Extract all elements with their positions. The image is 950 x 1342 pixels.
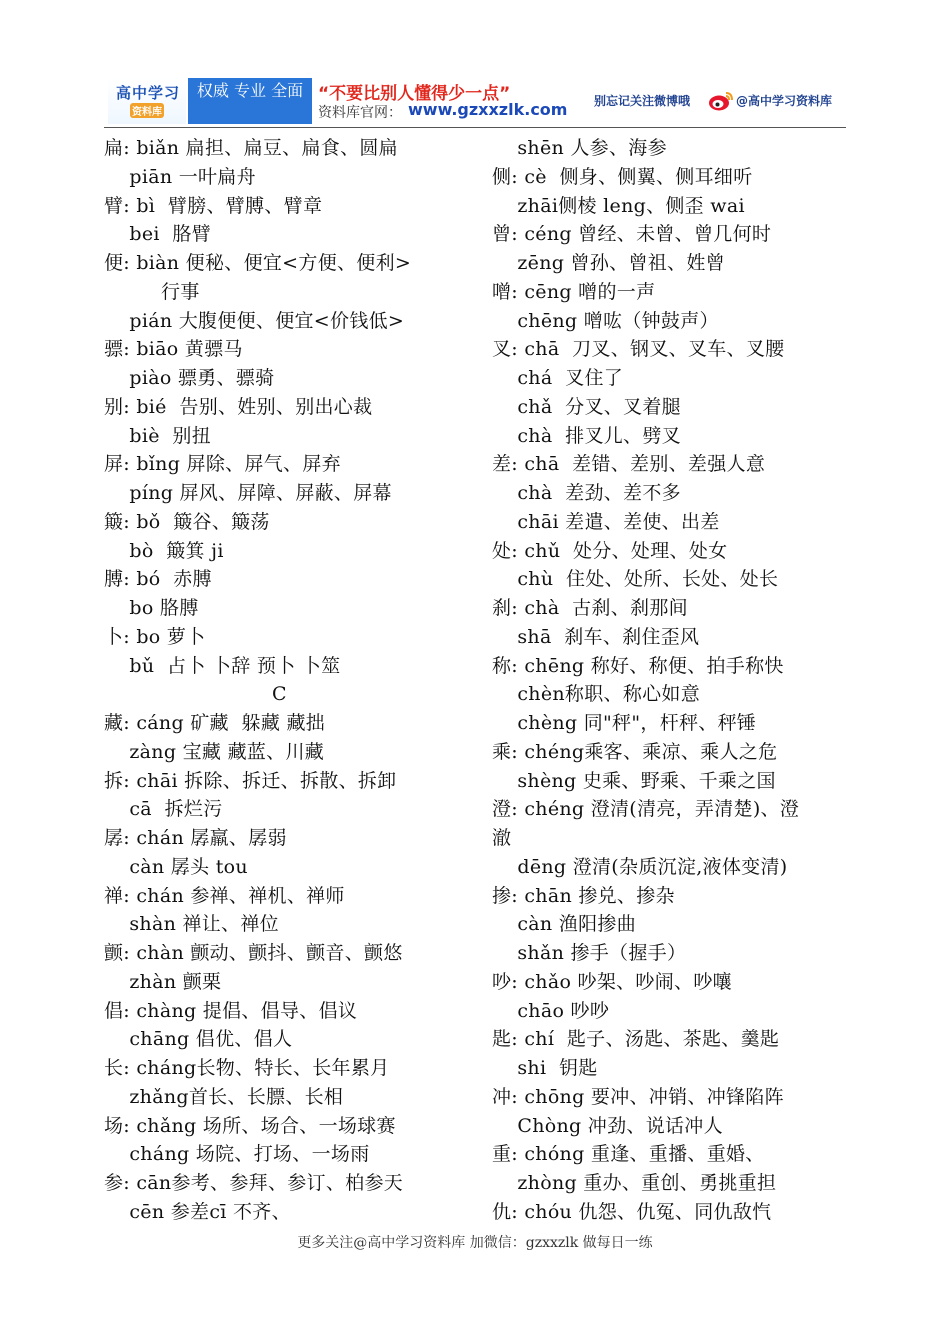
entry-line: 仇: chóu 仇怨、仇冤、同仇敌忾: [492, 1200, 772, 1223]
entry-line: 长: cháng长物、特长、长年累月: [104, 1057, 390, 1079]
entry-line: bǔ 占卜 卜辞 预卜 卜筮: [104, 654, 341, 677]
entry-line: 称: chēng 称好、称便、拍手称快: [492, 654, 784, 677]
entry-line: 匙: chí 匙子、汤匙、茶匙、羹匙: [492, 1028, 780, 1051]
entry-line: 吵: chǎo 吵架、吵闹、吵嚷: [492, 970, 732, 993]
entry-line: 禅: chán 参禅、禅机、禅师: [104, 884, 345, 907]
entry-line: 掺: chān 掺兑、掺杂: [492, 884, 675, 907]
entry-line: 孱: chán 孱羸、孱弱: [104, 827, 287, 849]
entry-line: 参: cān参考、参拜、参订、柏参天: [104, 1172, 404, 1194]
entry-line: zhàn 颤栗: [104, 970, 222, 993]
entry-line: shā 刹车、刹住歪风: [492, 625, 700, 648]
entry-line: bo 胳膊: [104, 597, 199, 619]
entry-line: 颤: chàn 颤动、颤抖、颤音、颤悠: [104, 942, 403, 964]
entry-line: 骠: biāo 黄骠马: [104, 338, 243, 361]
entry-line: chá 叉住了: [492, 367, 624, 389]
entry-line: càn 孱头 tou: [104, 855, 248, 878]
entry-line: 噌: cēng 噌的一声: [492, 280, 656, 303]
entry-line: cháng 场院、打场、一场雨: [104, 1143, 370, 1166]
entry-line: chèng 同"秤"，杆秤、秤锤: [492, 712, 757, 734]
entry-line: 藏: cáng 矿藏 躲藏 藏拙: [104, 712, 326, 734]
entry-line: 曾: céng 曾经、未曾、曾几何时: [492, 223, 772, 246]
entry-line: 拆: chāi 拆除、拆迁、拆散、拆卸: [104, 769, 397, 792]
entry-line: bò 簸箕 ji: [104, 539, 224, 562]
entry-line: 侧: cè 侧身、侧翼、侧耳细听: [492, 165, 753, 188]
quote: “不要比别人懂得少一点”: [318, 84, 511, 104]
entry-line: cēn 参差cī 不齐、: [104, 1200, 291, 1223]
entry-line: 场: chǎng 场所、场合、一场球赛: [104, 1114, 396, 1137]
entry-line: 冲: chōng 要冲、冲销、冲锋陷阵: [492, 1085, 784, 1108]
weibo-account[interactable]: @高中学习资料库: [736, 94, 833, 108]
entry-line: 便: biàn 便秘、便宜<方便、便利>: [104, 252, 412, 274]
entry-line: Chòng 冲劲、说话冲人: [492, 1114, 723, 1137]
entry-line: 叉: chā 刀叉、钢叉、叉车、叉腰: [492, 338, 785, 361]
entry-line: shǎn 掺手（握手）: [492, 942, 687, 964]
entry-line: piào 骠勇、骠骑: [104, 367, 275, 389]
entry-line: 屏: bǐng 屏除、屏气、屏弃: [104, 453, 341, 476]
logo[interactable]: [108, 78, 186, 124]
entry-line: zhòng 重办、重创、勇挑重担: [492, 1172, 777, 1194]
entry-line: 臂: bì 臂膀、臂膊、臂章: [104, 194, 323, 217]
entry-line: chèn称职、称心如意: [492, 683, 701, 706]
entry-line: chà 差劲、差不多: [492, 482, 681, 504]
entry-line: zàng 宝藏 藏蓝、川藏: [104, 740, 325, 763]
entry-line: 重: chóng 重逢、重播、重婚、: [492, 1143, 765, 1166]
entry-line: shi 钥匙: [492, 1057, 598, 1079]
footer: 更多关注@高中学习资料库 加微信：gzxxzlk 做每日一练: [297, 1235, 653, 1251]
entry-line: 行事: [104, 280, 200, 303]
entry-line: 簸: bǒ 簸谷、簸荡: [104, 510, 270, 533]
entry-line: càn 渔阳掺曲: [492, 913, 637, 936]
entry-line: chǎ 分叉、叉着腿: [492, 395, 681, 418]
entry-line: biè 别扭: [104, 424, 212, 447]
header-divider: [104, 127, 846, 128]
entry-line: 刹: chà 古刹、刹那间: [492, 597, 688, 619]
logo-badge: 资料库: [130, 103, 164, 118]
entry-line: chà 排叉儿、劈叉: [492, 424, 681, 447]
entry-line: shēn 人参、海参: [492, 137, 667, 159]
entry-line: chāo 吵吵: [492, 999, 610, 1022]
entry-line: 乘: chéng乘客、乘凉、乘人之危: [492, 740, 778, 763]
entry-line: pián 大腹便便、便宜<价钱低>: [104, 309, 405, 332]
entry-line: 澈: [492, 827, 512, 849]
entry-line: 膊: bó 赤膊: [104, 568, 212, 591]
entry-line: chēng 噌吰（钟鼓声）: [492, 309, 719, 332]
logo-title: 高中学习: [115, 84, 180, 102]
follow-text: 别忘记关注微博哦: [594, 94, 691, 108]
entry-line: 卜: bo 萝卜: [104, 625, 206, 648]
entry-line: 澄: chéng 澄清(清亮，弄清楚)、澄: [492, 798, 800, 821]
slogan: 权威 专业 全面: [188, 78, 312, 124]
entry-line: shèng 史乘、野乘、千乘之国: [492, 769, 776, 792]
entry-line: zēng 曾孙、曾祖、姓曾: [492, 252, 725, 274]
section-heading-c: C: [272, 683, 287, 705]
entry-line: cā 拆烂污: [104, 798, 223, 821]
entry-line: chāng 倡优、倡人: [104, 1028, 293, 1051]
entry-line: píng 屏风、屏障、屏蔽、屏幕: [104, 482, 392, 504]
entry-line: 别: bié 告别、姓别、别出心裁: [104, 395, 373, 418]
entry-line: zhāi侧棱 leng、侧歪 wai: [492, 194, 745, 217]
entry-line: piān 一叶扁舟: [104, 165, 256, 188]
entry-line: 处: chǔ 处分、处理、处女: [492, 539, 728, 562]
entry-line: 差: chā 差错、差别、差强人意: [492, 453, 766, 476]
entry-line: dēng 澄清(杂质沉淀,液体变清): [492, 855, 788, 878]
entry-line: zhǎng首长、长膘、长相: [104, 1085, 344, 1108]
header-banner: [108, 78, 846, 124]
weibo-icon[interactable]: [708, 90, 734, 112]
entry-line: bei 胳臂: [104, 223, 212, 246]
site-label: 资料库官网：: [318, 105, 402, 121]
site-url[interactable]: www.gzxxzlk.com: [408, 100, 568, 119]
entry-line: chù 住处、处所、长处、处长: [492, 568, 779, 591]
entry-line: 倡: chàng 提倡、倡导、倡议: [104, 999, 358, 1022]
entry-line: 扁: biǎn 扁担、扁豆、扁食、圆扁: [104, 137, 398, 159]
entry-line: shàn 禅让、禅位: [104, 913, 279, 936]
entry-line: chāi 差遣、差使、出差: [492, 510, 720, 533]
